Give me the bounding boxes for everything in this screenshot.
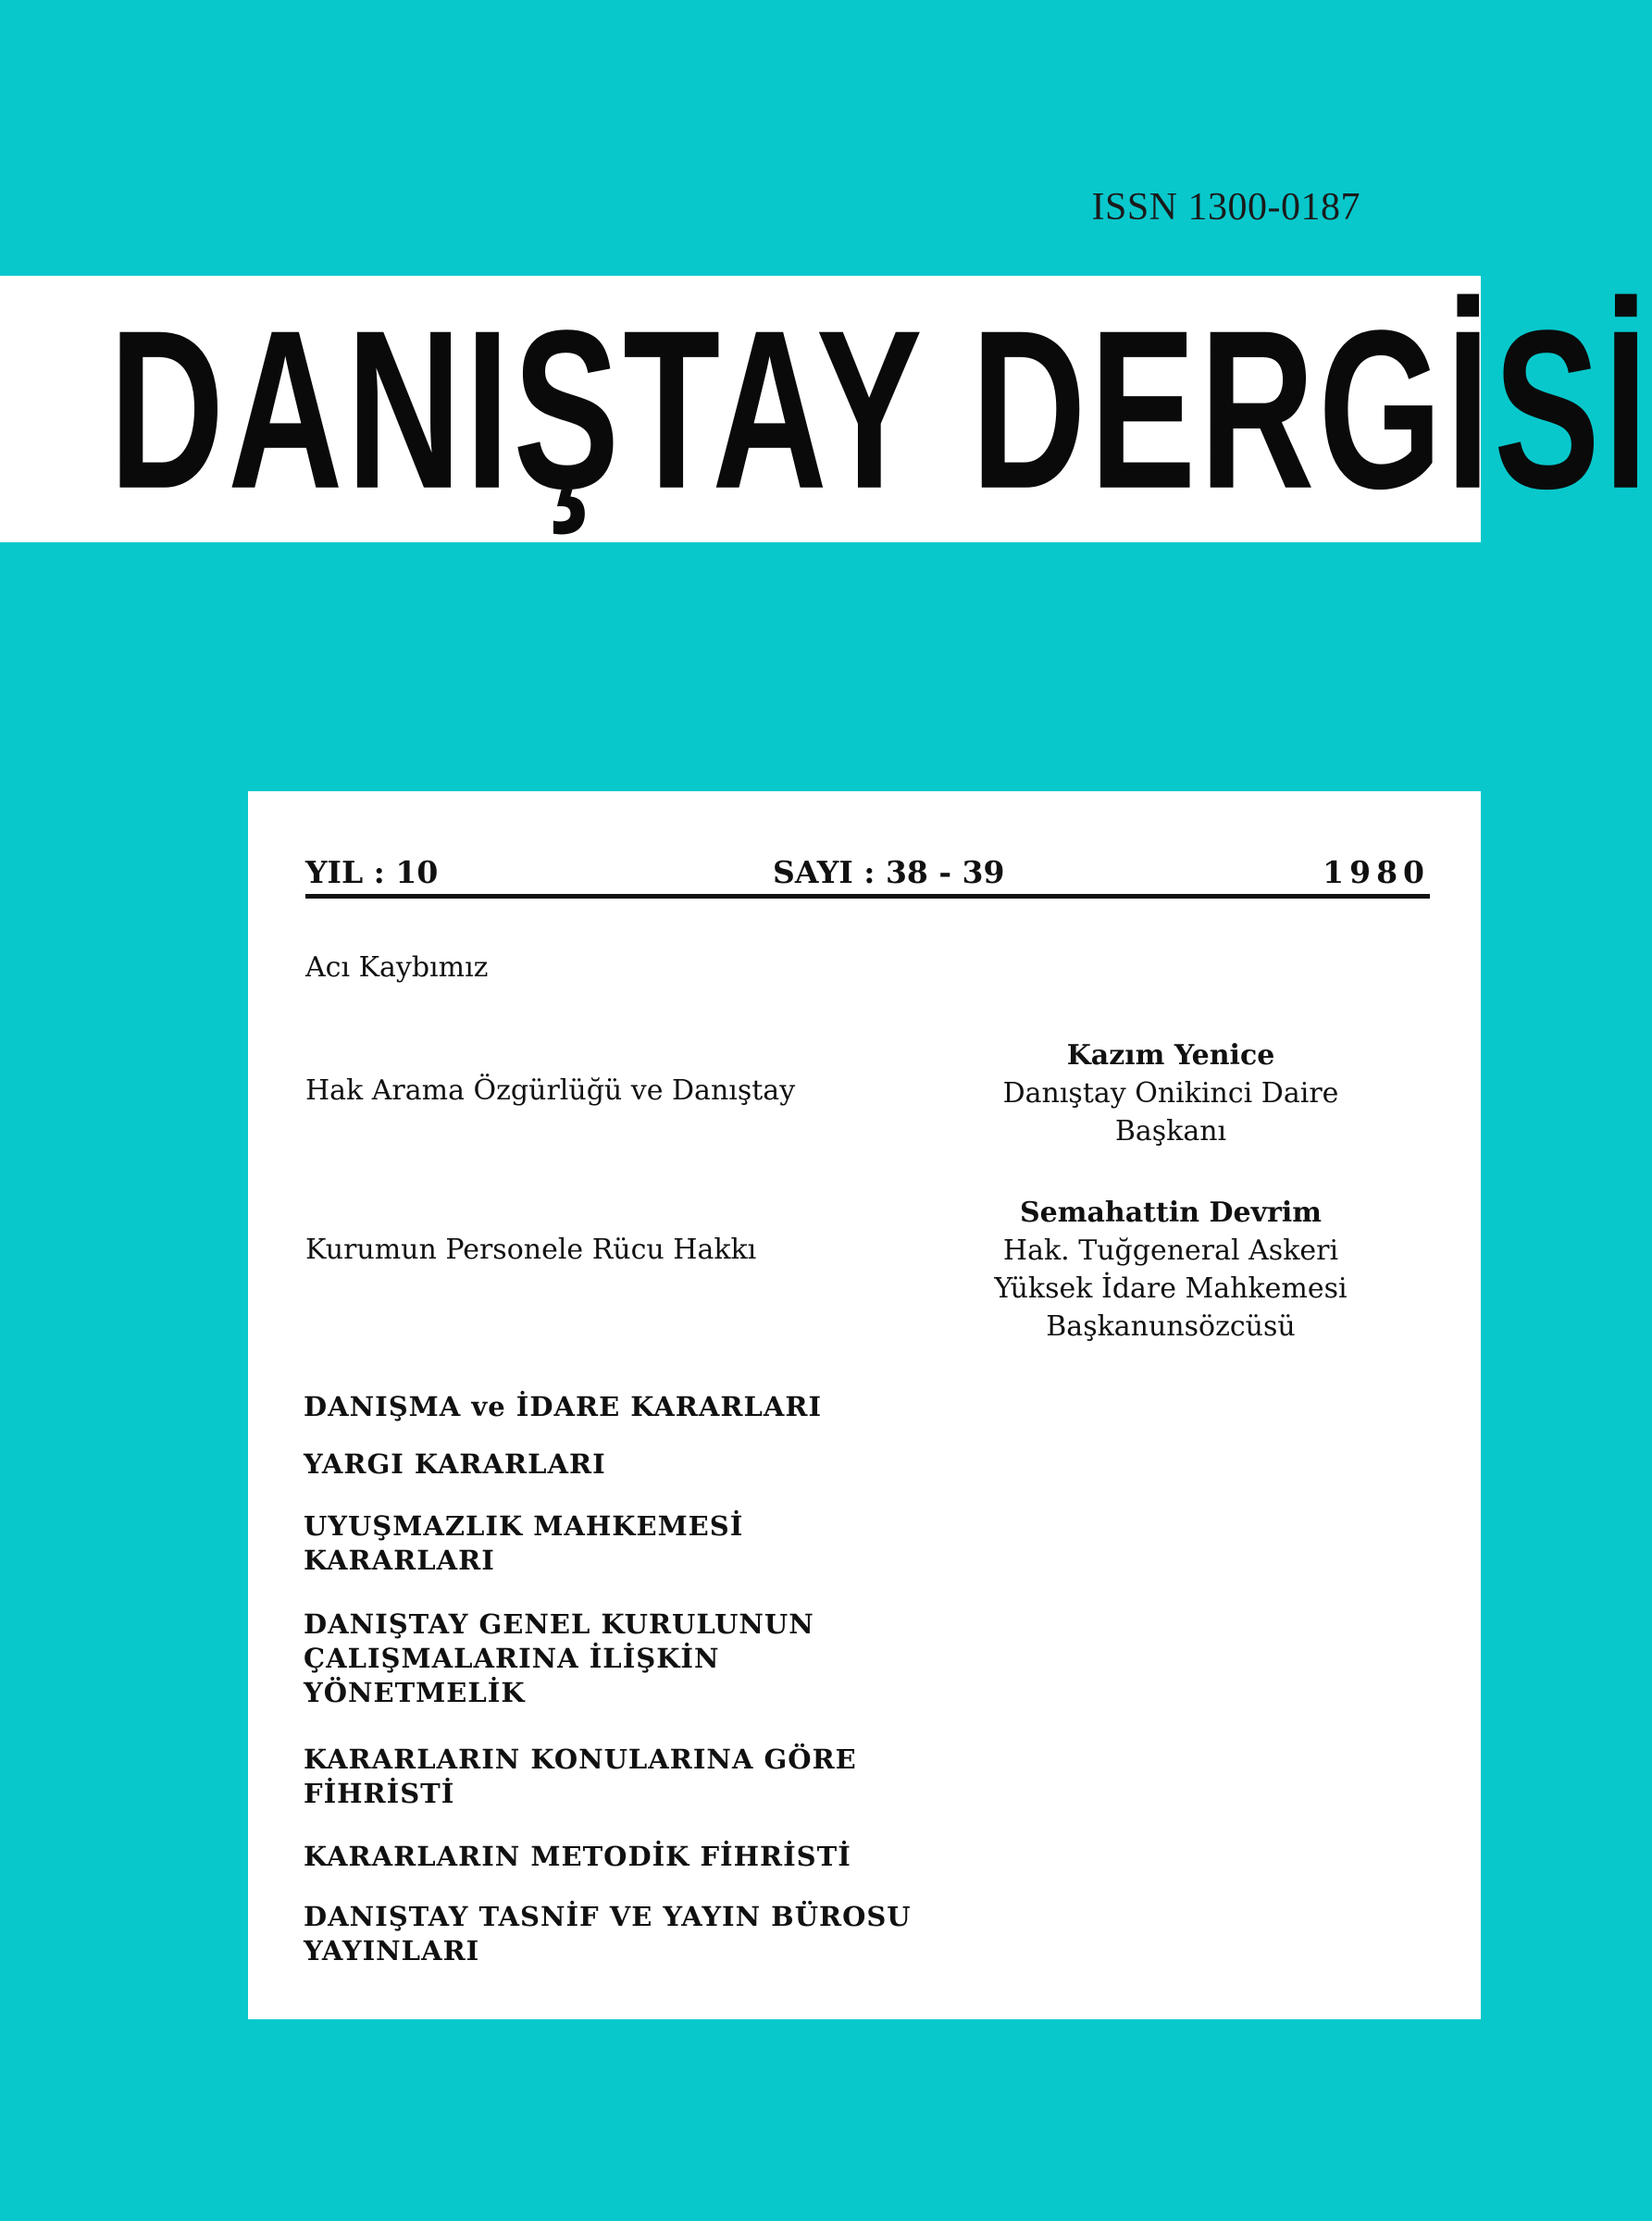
author-title-line: Başkanı	[1114, 1115, 1227, 1148]
author-block-kazim-yenice	[925, 1036, 1416, 1150]
author-title-line: Başkanunsözcüsü	[1046, 1310, 1296, 1343]
section-heading: DANIŞTAY GENEL KURULUNUN ÇALIŞMALARINA İLİŞKİN YÖNETMELİK	[304, 1608, 814, 1708]
issn-number: ISSN 1300-0187	[1091, 186, 1360, 229]
author-title-line: Yüksek İdare Mahkemesi	[994, 1272, 1348, 1305]
author-block-semahattin-devrim	[925, 1194, 1416, 1346]
author-title-line: Danıştay Onikinci Daire	[1002, 1077, 1339, 1110]
section-heading: KARARLARIN METODİK FİHRİSTİ	[304, 1841, 851, 1872]
publication-year: 1980	[1323, 854, 1430, 890]
section-heading: DANIŞMA ve İDARE KARARLARI	[304, 1391, 823, 1422]
author-title-line: Hak. Tuğgeneral Askeri	[1002, 1235, 1339, 1267]
author-name: Kazım Yenice	[1066, 1039, 1275, 1072]
section-heading: KARARLARIN KONULARINA GÖRE FİHRİSTİ	[304, 1743, 857, 1809]
article-title-acı-kaybımız: Acı Kaybımız	[305, 951, 489, 984]
section-heading: UYUŞMAZLIK MAHKEMESİ KARARLARI	[304, 1510, 744, 1576]
section-heading: DANIŞTAY TASNİF VE YAYIN BÜROSU YAYINLARI	[304, 1901, 912, 1967]
author-name: Semahattin Devrim	[1019, 1197, 1323, 1229]
article-title-rucu-hakki: Kurumun Personele Rücu Hakkı	[305, 1234, 757, 1266]
article-title-hak-arama: Hak Arama Özgürlüğü ve Danıştay	[305, 1074, 796, 1107]
issue-divider	[305, 894, 1430, 899]
section-heading: YARGI KARARLARI	[304, 1448, 606, 1480]
volume-year-label: YIL : 10	[305, 854, 439, 890]
issue-number-label: SAYI : 38 - 39	[773, 854, 1005, 890]
magazine-title: DANIŞTAY DERGİSİ	[109, 283, 1652, 537]
